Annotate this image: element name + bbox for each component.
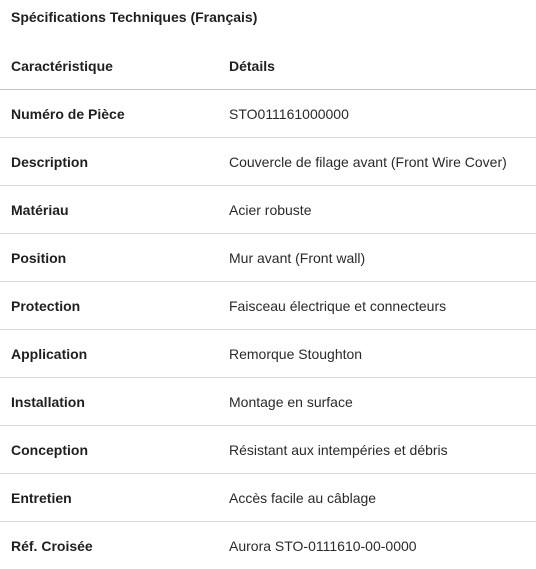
row-value: Remorque Stoughton <box>229 330 536 378</box>
row-value: Mur avant (Front wall) <box>229 234 536 282</box>
table-row <box>0 234 536 282</box>
section-heading: Spécifications Techniques (Français) <box>11 9 257 25</box>
row-value: Acier robuste <box>229 186 536 234</box>
row-key: Installation <box>0 378 229 426</box>
table-row <box>0 186 536 234</box>
table-row <box>0 330 536 378</box>
row-value: Aurora STO-0111610-00-0000 <box>229 522 536 569</box>
row-value: STO011161000000 <box>229 90 536 138</box>
row-key: Numéro de Pièce <box>0 90 229 138</box>
row-key: Matériau <box>0 186 229 234</box>
row-key: Conception <box>0 426 229 474</box>
row-value: Montage en surface <box>229 378 536 426</box>
table-row <box>0 138 536 186</box>
row-key: Application <box>0 330 229 378</box>
table-row <box>0 378 536 426</box>
row-value: Accès facile au câblage <box>229 474 536 522</box>
table-row <box>0 522 536 569</box>
row-key: Protection <box>0 282 229 330</box>
table-row <box>0 282 536 330</box>
table-header-row <box>0 43 536 90</box>
row-value: Résistant aux intempéries et débris <box>229 426 536 474</box>
table-row <box>0 474 536 522</box>
table-row <box>0 426 536 474</box>
specs-table <box>0 43 536 569</box>
row-key: Position <box>0 234 229 282</box>
row-value: Faisceau électrique et connecteurs <box>229 282 536 330</box>
row-value: Couvercle de filage avant (Front Wire Cover) <box>229 138 536 186</box>
column-header-characteristic: Caractéristique <box>0 43 229 90</box>
row-key: Entretien <box>0 474 229 522</box>
row-key: Description <box>0 138 229 186</box>
column-header-details: Détails <box>229 43 536 90</box>
table-row <box>0 90 536 138</box>
row-key: Réf. Croisée <box>0 522 229 569</box>
